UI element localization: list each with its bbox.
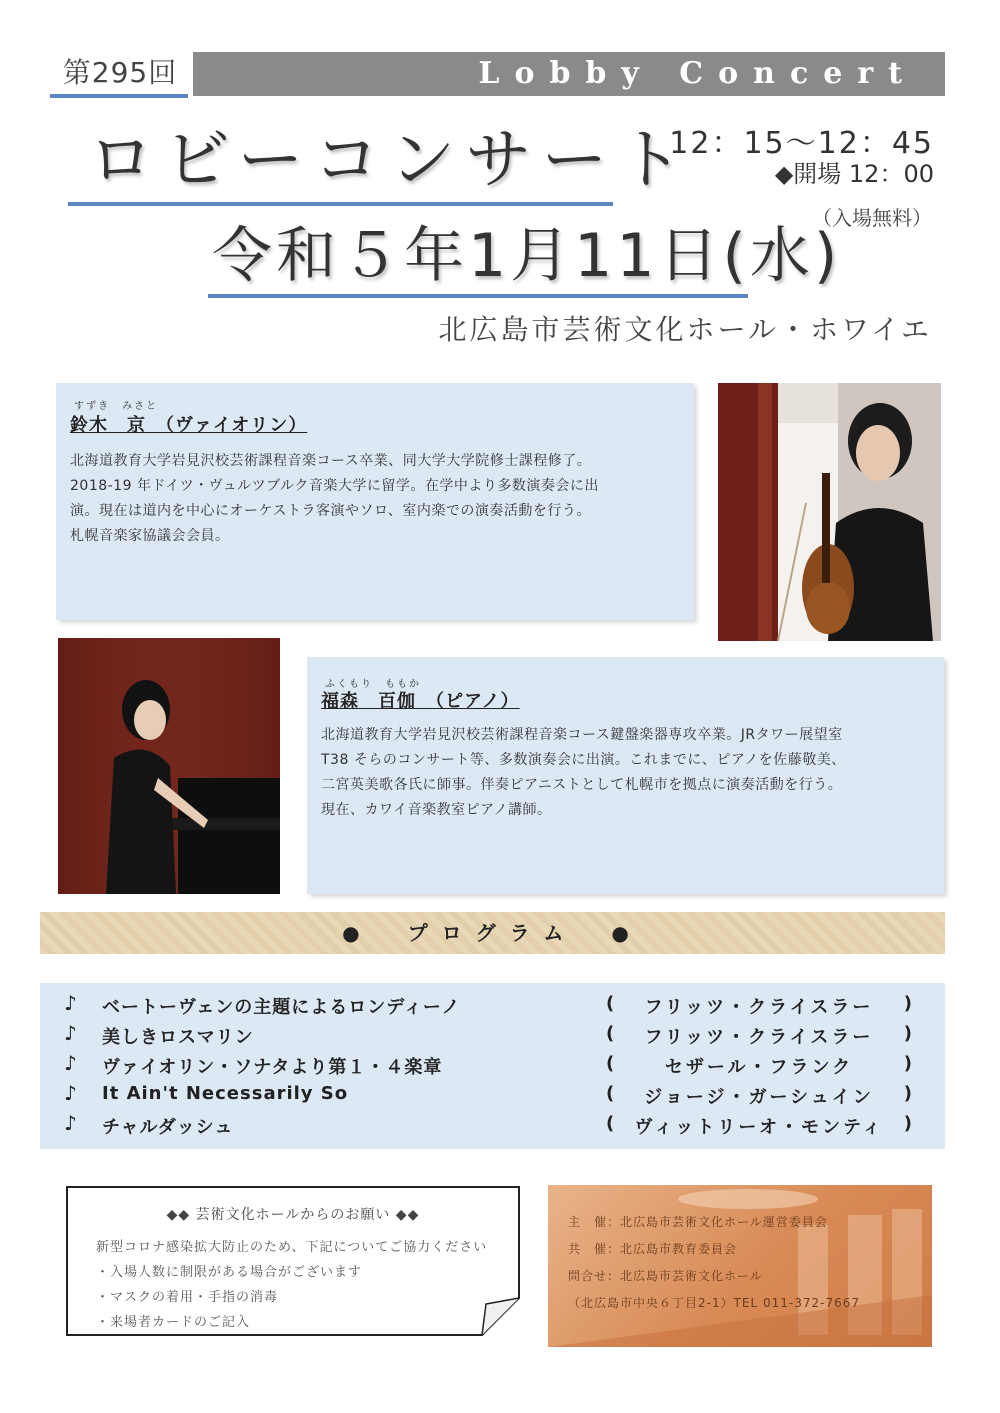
composer-name: セザール・フランク bbox=[664, 1057, 854, 1078]
composer: ( ヴィットリーオ・モンティ ) bbox=[606, 1113, 912, 1138]
piece-title: ヴァイオリン・ソナタより第１・４楽章 bbox=[102, 1057, 443, 1078]
performer-name-ruby: ふくもり ももか bbox=[325, 679, 421, 690]
program-item bbox=[40, 1021, 945, 1051]
organizer-panel bbox=[548, 1185, 932, 1347]
violinist-photo-illustration bbox=[718, 383, 941, 641]
music-note-icon: ♪ bbox=[64, 1111, 77, 1135]
organizer-cohost: 共 催：北広島市教育委員会 bbox=[568, 1242, 738, 1256]
performer-name-ruby: すずき みさと bbox=[74, 401, 159, 412]
bio-line: 北海道教育大学岩見沢校芸術課程音楽コース卒業、同大学大学院修士課程修了。 bbox=[70, 453, 592, 469]
composer-name: ヴィットリーオ・モンティ bbox=[634, 1117, 884, 1138]
music-note-icon: ♪ bbox=[64, 1021, 77, 1045]
title-underline bbox=[68, 202, 613, 206]
edition-underline bbox=[50, 94, 188, 98]
music-note-icon: ♪ bbox=[64, 1081, 77, 1105]
composer-name: ジョージ・ガーシュイン bbox=[644, 1087, 874, 1108]
composer: ( ジョージ・ガーシュイン ) bbox=[606, 1083, 912, 1108]
bio-line: 二宮英美歌各氏に師事。伴奏ピアニストとして札幌市を拠点に演奏活動を行う。 bbox=[321, 777, 843, 793]
program-list bbox=[40, 983, 945, 1149]
hall-interior-illustration bbox=[548, 1185, 932, 1347]
banner-text: Lobby Concert bbox=[478, 56, 917, 91]
date-underline bbox=[208, 294, 748, 298]
admission-note: （入場無料） bbox=[812, 206, 932, 230]
performer-name: 鈴木 京 （ヴァイオリン） bbox=[70, 415, 308, 436]
performer-card-violin bbox=[56, 383, 694, 620]
event-time: 12：15～12：45 bbox=[669, 126, 934, 161]
notice-title: ◆◆ 芸術文化ホールからのお願い ◆◆ bbox=[166, 1207, 420, 1223]
organizer-address: （北広島市中央６丁目2-1）TEL 011-372-7667 bbox=[568, 1296, 861, 1310]
banner-bar bbox=[193, 52, 945, 96]
piece-title: チャルダッシュ bbox=[102, 1117, 234, 1138]
doors-open-time: ◆開場 12：00 bbox=[774, 160, 934, 188]
performer-card-piano bbox=[307, 657, 944, 894]
composer-name: フリッツ・クライスラー bbox=[644, 1027, 874, 1048]
bio-line: 北海道教育大学岩見沢校芸術課程音楽コース鍵盤楽器専攻卒業。JRタワー展望室 bbox=[321, 727, 843, 743]
venue-name: 北広島市芸術文化ホール・ホワイエ bbox=[438, 313, 932, 346]
performer-name: 福森 百伽 （ピアノ） bbox=[321, 691, 520, 712]
violinist-photo bbox=[718, 383, 941, 641]
bio-line: T38 そらのコンサート等、多数演奏会に出演。これまでに、ピアノを佐藤敬美、 bbox=[321, 752, 846, 768]
program-item bbox=[40, 1051, 945, 1081]
performer-bio bbox=[70, 449, 690, 549]
composer-name: フリッツ・クライスラー bbox=[644, 997, 874, 1018]
notice-card bbox=[66, 1186, 520, 1334]
notice-line: ・入場人数に制限がある場合がございます bbox=[96, 1265, 363, 1280]
event-date: 令和５年1月11日(水) bbox=[212, 221, 842, 291]
bio-line: 現在、カワイ音楽教室ピアノ講師。 bbox=[321, 802, 552, 818]
program-item bbox=[40, 1111, 945, 1141]
program-item bbox=[40, 991, 945, 1021]
notice-line: ・マスクの着用・手指の消毒 bbox=[96, 1290, 279, 1305]
organizer-contact: 問合せ：北広島市芸術文化ホール bbox=[568, 1269, 763, 1283]
organizer-host: 主 催：北広島市芸術文化ホール運営委員会 bbox=[568, 1215, 828, 1229]
composer: ( セザール・フランク ) bbox=[606, 1053, 912, 1078]
notice-line: ・来場者カードのご記入 bbox=[96, 1315, 251, 1330]
bio-line: 2018-19 年ドイツ・ヴュルツブルク音楽大学に留学。在学中より多数演奏会に出 bbox=[70, 478, 599, 494]
performer-bio bbox=[321, 723, 941, 823]
piece-title: ベートーヴェンの主題によるロンディーノ bbox=[102, 997, 461, 1018]
notice-line: 新型コロナ感染拡大防止のため、下記についてご協力ください bbox=[96, 1240, 488, 1255]
composer: ( フリッツ・クライスラー ) bbox=[606, 1023, 912, 1048]
bio-line: 札幌音楽家協議会会員。 bbox=[70, 528, 230, 544]
pianist-photo-illustration bbox=[58, 638, 280, 894]
event-title: ロビーコンサート bbox=[88, 121, 694, 198]
edition-number: 第295回 bbox=[62, 56, 178, 89]
bio-line: 演。現在は道内を中心にオーケストラ客演やソロ、室内楽での演奏活動を行う。 bbox=[70, 503, 591, 519]
pianist-photo bbox=[58, 638, 280, 894]
music-note-icon: ♪ bbox=[64, 991, 77, 1015]
music-note-icon: ♪ bbox=[64, 1051, 77, 1075]
composer: ( フリッツ・クライスラー ) bbox=[606, 993, 912, 1018]
piece-title: 美しきロスマリン bbox=[102, 1027, 254, 1048]
program-title: ● プログラム ● bbox=[342, 921, 643, 945]
piece-title: It Ain't Necessarily So bbox=[102, 1083, 349, 1104]
program-item bbox=[40, 1081, 945, 1111]
program-header-band bbox=[40, 912, 945, 954]
